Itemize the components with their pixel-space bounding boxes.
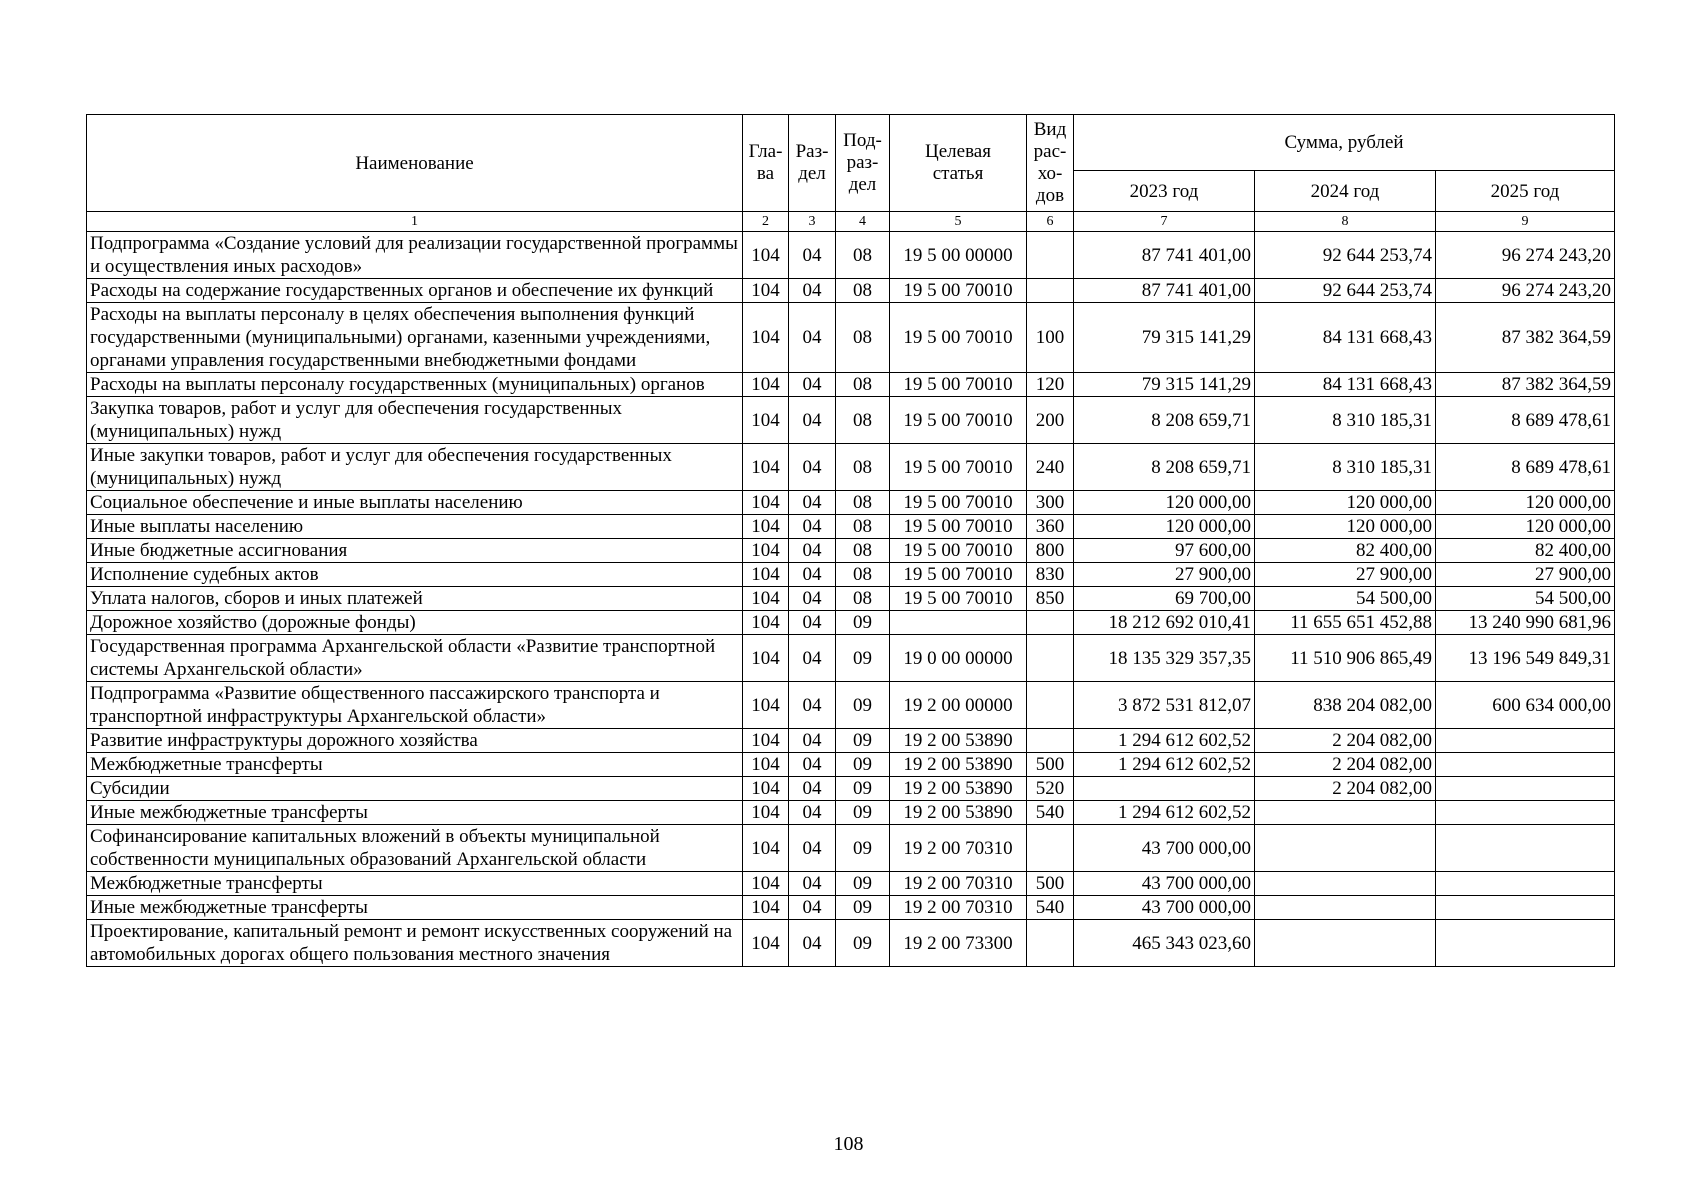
row-sum-2025: 8 689 478,61 (1436, 397, 1615, 444)
row-sum-2023: 87 741 401,00 (1074, 279, 1255, 303)
row-podrazdel: 09 (836, 801, 890, 825)
column-number: 8 (1255, 212, 1436, 232)
row-razdel: 04 (789, 729, 836, 753)
row-glava: 104 (743, 777, 789, 801)
row-name: Социальное обеспечение и иные выплаты населению (87, 491, 743, 515)
row-podrazdel: 08 (836, 373, 890, 397)
row-sum-2025: 82 400,00 (1436, 539, 1615, 563)
header-2023: 2023 год (1074, 171, 1255, 212)
budget-table (86, 114, 1615, 967)
row-vid: 100 (1027, 303, 1074, 373)
row-sum-2024: 82 400,00 (1255, 539, 1436, 563)
row-razdel: 04 (789, 753, 836, 777)
row-glava: 104 (743, 563, 789, 587)
row-name: Исполнение судебных актов (87, 563, 743, 587)
row-vid: 200 (1027, 397, 1074, 444)
table-row (87, 611, 1615, 635)
row-celevaya: 19 5 00 70010 (890, 303, 1027, 373)
row-celevaya: 19 2 00 53890 (890, 777, 1027, 801)
row-sum-2025 (1436, 872, 1615, 896)
row-name: Государственная программа Архангельской области «Развитие транспортной системы Архангельской области» (87, 635, 743, 682)
row-glava: 104 (743, 635, 789, 682)
row-razdel: 04 (789, 563, 836, 587)
row-sum-2024 (1255, 872, 1436, 896)
row-razdel: 04 (789, 920, 836, 967)
table-row (87, 397, 1615, 444)
row-glava: 104 (743, 587, 789, 611)
row-podrazdel: 08 (836, 303, 890, 373)
row-vid: 500 (1027, 872, 1074, 896)
column-number: 6 (1027, 212, 1074, 232)
row-celevaya: 19 2 00 70310 (890, 825, 1027, 872)
row-sum-2023: 79 315 141,29 (1074, 303, 1255, 373)
row-glava: 104 (743, 279, 789, 303)
row-sum-2025: 87 382 364,59 (1436, 373, 1615, 397)
table-row (87, 635, 1615, 682)
row-razdel: 04 (789, 896, 836, 920)
table-row (87, 896, 1615, 920)
row-sum-2024: 84 131 668,43 (1255, 303, 1436, 373)
row-razdel: 04 (789, 397, 836, 444)
header-2024: 2024 год (1255, 171, 1436, 212)
table-row (87, 872, 1615, 896)
row-razdel: 04 (789, 611, 836, 635)
row-celevaya: 19 0 00 00000 (890, 635, 1027, 682)
table-row (87, 491, 1615, 515)
table-row (87, 539, 1615, 563)
row-sum-2023: 1 294 612 602,52 (1074, 753, 1255, 777)
row-sum-2023: 69 700,00 (1074, 587, 1255, 611)
table-row (87, 825, 1615, 872)
row-name: Закупка товаров, работ и услуг для обеспечения государственных (муниципальных) нужд (87, 397, 743, 444)
row-sum-2024: 120 000,00 (1255, 491, 1436, 515)
row-razdel: 04 (789, 587, 836, 611)
row-glava: 104 (743, 539, 789, 563)
row-sum-2024: 27 900,00 (1255, 563, 1436, 587)
row-podrazdel: 09 (836, 682, 890, 729)
row-sum-2024: 120 000,00 (1255, 515, 1436, 539)
row-razdel: 04 (789, 232, 836, 279)
row-sum-2023: 43 700 000,00 (1074, 825, 1255, 872)
row-celevaya: 19 2 00 53890 (890, 801, 1027, 825)
row-podrazdel: 08 (836, 444, 890, 491)
row-razdel: 04 (789, 539, 836, 563)
row-name: Межбюджетные трансферты (87, 753, 743, 777)
row-podrazdel: 08 (836, 491, 890, 515)
row-sum-2023 (1074, 777, 1255, 801)
row-glava: 104 (743, 896, 789, 920)
row-glava: 104 (743, 753, 789, 777)
row-sum-2024: 8 310 185,31 (1255, 444, 1436, 491)
table-row (87, 373, 1615, 397)
row-sum-2025: 27 900,00 (1436, 563, 1615, 587)
column-number: 1 (87, 212, 743, 232)
row-razdel: 04 (789, 279, 836, 303)
row-razdel: 04 (789, 303, 836, 373)
row-glava: 104 (743, 397, 789, 444)
row-podrazdel: 08 (836, 515, 890, 539)
row-podrazdel: 09 (836, 611, 890, 635)
row-sum-2025 (1436, 920, 1615, 967)
row-name: Субсидии (87, 777, 743, 801)
row-razdel: 04 (789, 682, 836, 729)
row-sum-2025 (1436, 801, 1615, 825)
table-row (87, 232, 1615, 279)
row-glava: 104 (743, 303, 789, 373)
row-sum-2023: 87 741 401,00 (1074, 232, 1255, 279)
row-sum-2024: 92 644 253,74 (1255, 232, 1436, 279)
row-glava: 104 (743, 611, 789, 635)
row-sum-2025 (1436, 896, 1615, 920)
row-vid: 500 (1027, 753, 1074, 777)
row-vid (1027, 825, 1074, 872)
table-row (87, 920, 1615, 967)
row-podrazdel: 08 (836, 587, 890, 611)
row-vid: 540 (1027, 801, 1074, 825)
row-name: Иные выплаты населению (87, 515, 743, 539)
table-row (87, 777, 1615, 801)
table-row (87, 753, 1615, 777)
column-number: 9 (1436, 212, 1615, 232)
row-podrazdel: 08 (836, 279, 890, 303)
row-vid (1027, 682, 1074, 729)
row-razdel: 04 (789, 872, 836, 896)
row-sum-2023: 8 208 659,71 (1074, 444, 1255, 491)
row-sum-2024: 92 644 253,74 (1255, 279, 1436, 303)
row-name: Иные межбюджетные трансферты (87, 801, 743, 825)
row-vid: 360 (1027, 515, 1074, 539)
row-celevaya: 19 5 00 70010 (890, 444, 1027, 491)
row-celevaya: 19 5 00 00000 (890, 232, 1027, 279)
row-sum-2025 (1436, 777, 1615, 801)
table-row (87, 563, 1615, 587)
table-row (87, 801, 1615, 825)
row-celevaya: 19 5 00 70010 (890, 279, 1027, 303)
header-2025: 2025 год (1436, 171, 1615, 212)
row-sum-2023: 120 000,00 (1074, 515, 1255, 539)
header-summa: Сумма, рублей (1074, 115, 1615, 171)
column-number-row (87, 212, 1615, 232)
row-glava: 104 (743, 729, 789, 753)
row-vid: 830 (1027, 563, 1074, 587)
row-razdel: 04 (789, 444, 836, 491)
table-row (87, 682, 1615, 729)
row-podrazdel: 08 (836, 563, 890, 587)
row-vid: 850 (1027, 587, 1074, 611)
row-razdel: 04 (789, 801, 836, 825)
row-vid (1027, 635, 1074, 682)
row-podrazdel: 09 (836, 635, 890, 682)
row-sum-2023: 79 315 141,29 (1074, 373, 1255, 397)
row-celevaya: 19 5 00 70010 (890, 373, 1027, 397)
row-podrazdel: 09 (836, 753, 890, 777)
row-sum-2024: 2 204 082,00 (1255, 729, 1436, 753)
row-podrazdel: 08 (836, 539, 890, 563)
row-sum-2025: 13 196 549 849,31 (1436, 635, 1615, 682)
row-sum-2025 (1436, 825, 1615, 872)
row-vid: 520 (1027, 777, 1074, 801)
row-celevaya: 19 5 00 70010 (890, 539, 1027, 563)
row-vid: 540 (1027, 896, 1074, 920)
row-name: Иные закупки товаров, работ и услуг для обеспечения государственных (муниципальных) нужд (87, 444, 743, 491)
row-glava: 104 (743, 444, 789, 491)
header-name: Наименование (87, 115, 743, 212)
row-name: Развитие инфраструктуры дорожного хозяйства (87, 729, 743, 753)
row-sum-2023: 97 600,00 (1074, 539, 1255, 563)
row-glava: 104 (743, 491, 789, 515)
header-razdel: Раз- дел (789, 115, 836, 212)
row-podrazdel: 08 (836, 397, 890, 444)
row-sum-2024: 11 655 651 452,88 (1255, 611, 1436, 635)
row-vid (1027, 232, 1074, 279)
row-sum-2024 (1255, 920, 1436, 967)
row-name: Уплата налогов, сборов и иных платежей (87, 587, 743, 611)
row-celevaya: 19 5 00 70010 (890, 563, 1027, 587)
row-celevaya: 19 5 00 70010 (890, 491, 1027, 515)
row-glava: 104 (743, 801, 789, 825)
column-number: 7 (1074, 212, 1255, 232)
row-podrazdel: 08 (836, 232, 890, 279)
row-glava: 104 (743, 920, 789, 967)
header-podrazdel: Под- раз- дел (836, 115, 890, 212)
row-razdel: 04 (789, 373, 836, 397)
row-name: Расходы на содержание государственных органов и обеспечение их функций (87, 279, 743, 303)
row-name: Проектирование, капитальный ремонт и ремонт искусственных сооружений на автомобильных дорогах общего пользования местного значения (87, 920, 743, 967)
row-sum-2024: 11 510 906 865,49 (1255, 635, 1436, 682)
row-glava: 104 (743, 232, 789, 279)
page-number: 108 (833, 1133, 864, 1155)
row-name: Иные бюджетные ассигнования (87, 539, 743, 563)
row-sum-2023: 18 135 329 357,35 (1074, 635, 1255, 682)
row-sum-2024 (1255, 801, 1436, 825)
row-glava: 104 (743, 682, 789, 729)
column-number: 4 (836, 212, 890, 232)
row-name: Дорожное хозяйство (дорожные фонды) (87, 611, 743, 635)
table-body (87, 232, 1615, 967)
row-podrazdel: 09 (836, 872, 890, 896)
header-glava: Гла- ва (743, 115, 789, 212)
row-name: Софинансирование капитальных вложений в объекты муниципальной собственности муниципальных образований Архангельской области (87, 825, 743, 872)
row-sum-2025: 120 000,00 (1436, 515, 1615, 539)
row-sum-2024: 8 310 185,31 (1255, 397, 1436, 444)
row-name: Подпрограмма «Развитие общественного пассажирского транспорта и транспортной инфраструктуры Архангельской области» (87, 682, 743, 729)
row-razdel: 04 (789, 777, 836, 801)
row-name: Расходы на выплаты персоналу в целях обеспечения выполнения функций государственными (муниципальными) органами, казенными учреждениями, органами управления государственными внебюджетными фондами (87, 303, 743, 373)
row-celevaya: 19 5 00 70010 (890, 515, 1027, 539)
row-sum-2025: 8 689 478,61 (1436, 444, 1615, 491)
row-sum-2023: 1 294 612 602,52 (1074, 729, 1255, 753)
row-sum-2023: 43 700 000,00 (1074, 872, 1255, 896)
row-razdel: 04 (789, 515, 836, 539)
column-number: 2 (743, 212, 789, 232)
row-sum-2024: 2 204 082,00 (1255, 753, 1436, 777)
row-sum-2025 (1436, 753, 1615, 777)
row-sum-2024 (1255, 896, 1436, 920)
row-glava: 104 (743, 825, 789, 872)
table-row (87, 515, 1615, 539)
column-number: 5 (890, 212, 1027, 232)
row-sum-2023: 3 872 531 812,07 (1074, 682, 1255, 729)
row-name: Расходы на выплаты персоналу государственных (муниципальных) органов (87, 373, 743, 397)
table-row (87, 444, 1615, 491)
row-sum-2025: 96 274 243,20 (1436, 279, 1615, 303)
row-sum-2024: 2 204 082,00 (1255, 777, 1436, 801)
row-celevaya: 19 2 00 53890 (890, 729, 1027, 753)
row-sum-2025: 13 240 990 681,96 (1436, 611, 1615, 635)
row-vid (1027, 729, 1074, 753)
row-sum-2024: 54 500,00 (1255, 587, 1436, 611)
row-celevaya: 19 2 00 73300 (890, 920, 1027, 967)
row-sum-2024: 84 131 668,43 (1255, 373, 1436, 397)
row-sum-2023: 8 208 659,71 (1074, 397, 1255, 444)
row-vid: 120 (1027, 373, 1074, 397)
row-celevaya: 19 2 00 00000 (890, 682, 1027, 729)
row-podrazdel: 09 (836, 777, 890, 801)
row-sum-2023: 465 343 023,60 (1074, 920, 1255, 967)
row-sum-2023: 18 212 692 010,41 (1074, 611, 1255, 635)
row-vid (1027, 279, 1074, 303)
row-vid: 240 (1027, 444, 1074, 491)
row-sum-2025: 87 382 364,59 (1436, 303, 1615, 373)
row-podrazdel: 09 (836, 896, 890, 920)
row-razdel: 04 (789, 825, 836, 872)
row-sum-2023: 1 294 612 602,52 (1074, 801, 1255, 825)
row-celevaya: 19 5 00 70010 (890, 397, 1027, 444)
row-sum-2023: 120 000,00 (1074, 491, 1255, 515)
row-sum-2023: 27 900,00 (1074, 563, 1255, 587)
row-podrazdel: 09 (836, 920, 890, 967)
row-podrazdel: 09 (836, 729, 890, 753)
row-celevaya (890, 611, 1027, 635)
row-celevaya: 19 5 00 70010 (890, 587, 1027, 611)
row-celevaya: 19 2 00 70310 (890, 896, 1027, 920)
table-row (87, 587, 1615, 611)
row-name: Подпрограмма «Создание условий для реализации государственной программы и осуществления иных расходов» (87, 232, 743, 279)
row-sum-2024: 838 204 082,00 (1255, 682, 1436, 729)
row-sum-2025: 120 000,00 (1436, 491, 1615, 515)
row-glava: 104 (743, 373, 789, 397)
table-row (87, 279, 1615, 303)
row-sum-2024 (1255, 825, 1436, 872)
row-sum-2025: 54 500,00 (1436, 587, 1615, 611)
row-glava: 104 (743, 872, 789, 896)
row-razdel: 04 (789, 635, 836, 682)
row-name: Иные межбюджетные трансферты (87, 896, 743, 920)
row-celevaya: 19 2 00 53890 (890, 753, 1027, 777)
row-vid (1027, 611, 1074, 635)
row-vid: 300 (1027, 491, 1074, 515)
row-celevaya: 19 2 00 70310 (890, 872, 1027, 896)
row-podrazdel: 09 (836, 825, 890, 872)
row-sum-2023: 43 700 000,00 (1074, 896, 1255, 920)
table-row (87, 303, 1615, 373)
header-celevaya: Целевая статья (890, 115, 1027, 212)
table-row (87, 729, 1615, 753)
row-vid (1027, 920, 1074, 967)
row-sum-2025 (1436, 729, 1615, 753)
row-name: Межбюджетные трансферты (87, 872, 743, 896)
column-number: 3 (789, 212, 836, 232)
row-glava: 104 (743, 515, 789, 539)
row-sum-2025: 600 634 000,00 (1436, 682, 1615, 729)
row-razdel: 04 (789, 491, 836, 515)
row-vid: 800 (1027, 539, 1074, 563)
header-vid: Вид рас- хо- дов (1027, 115, 1074, 212)
row-sum-2025: 96 274 243,20 (1436, 232, 1615, 279)
